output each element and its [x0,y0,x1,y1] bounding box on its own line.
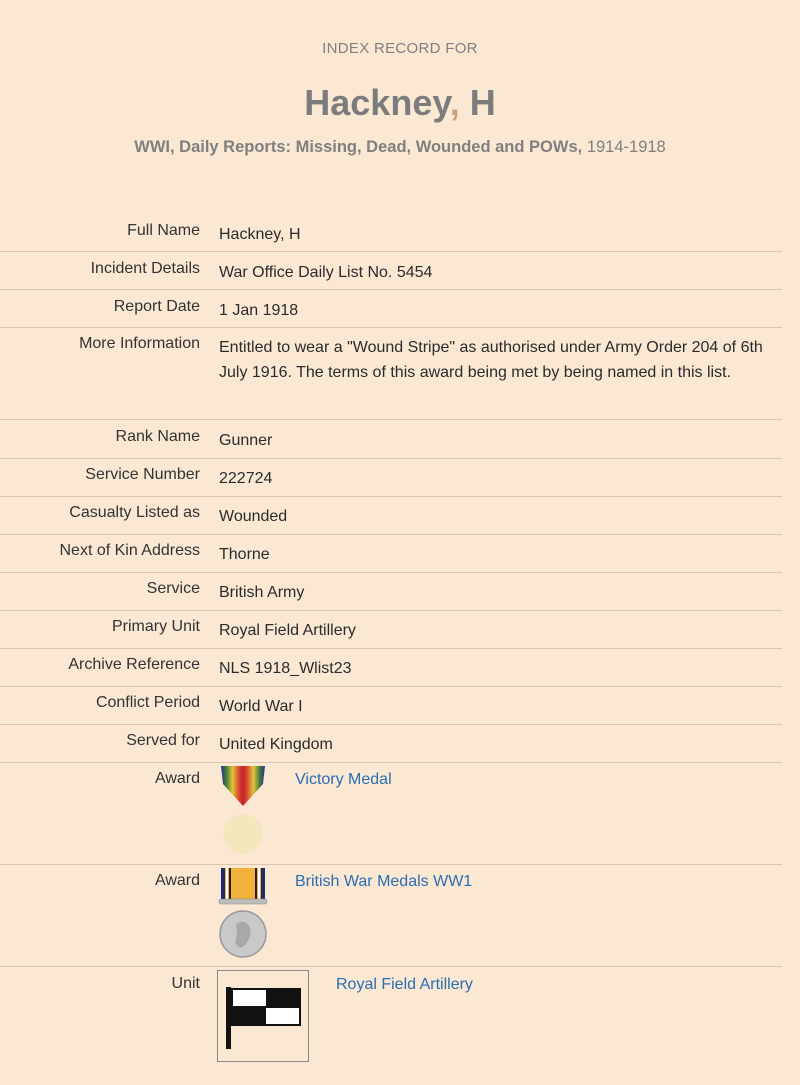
field-value: Thorne [219,546,270,563]
field-label: Incident Details [90,260,200,277]
divider [0,648,782,649]
divider [0,496,782,497]
unit-flag-icon-frame[interactable] [217,970,309,1062]
field-value: Hackney, H [219,226,301,243]
field-value: World War I [219,698,303,715]
unit-link[interactable]: Royal Field Artillery [336,976,473,993]
divider [0,864,782,865]
field-label: Award [154,770,200,787]
field-label: Conflict Period [95,694,200,711]
divider [0,966,782,967]
title-initial: H [469,82,496,123]
divider [0,724,782,725]
field-value: War Office Daily List No. 5454 [219,264,433,281]
collection-name: WWI, Daily Reports: Missing, Dead, Wounded and POWs, [134,138,583,156]
british-war-medal-icon[interactable] [218,866,268,962]
divider [0,762,782,763]
divider [0,686,782,687]
field-label: Unit [171,975,200,992]
title-comma: , [449,82,460,123]
collection-years: 1914-1918 [586,138,666,156]
title-surname: Hackney [304,82,450,123]
field-value: United Kingdom [219,736,333,753]
field-label: More Information [79,335,200,352]
field-value: NLS 1918_Wlist23 [219,660,352,677]
field-value: Royal Field Artillery [219,622,356,639]
field-value: Wounded [219,508,288,525]
divider [0,419,782,420]
field-label: Service Number [85,466,200,483]
field-label: Award [154,872,200,889]
field-label: Archive Reference [68,656,200,673]
divider [0,289,782,290]
divider [0,458,782,459]
british-war-medal-link[interactable]: British War Medals WW1 [295,873,473,890]
divider [0,327,782,328]
divider [0,251,782,252]
divider [0,534,782,535]
field-label: Report Date [113,298,200,315]
field-label: Full Name [127,222,200,239]
field-label: Rank Name [115,428,200,445]
field-value: 1 Jan 1918 [219,302,299,319]
record-title [0,82,800,124]
field-label: Casualty Listed as [69,504,200,521]
field-value: 222724 [219,470,273,487]
field-value: British Army [219,584,305,601]
field-label: Next of Kin Address [59,542,200,559]
field-label: Primary Unit [111,618,200,635]
field-label: Service [146,580,200,597]
field-value: Gunner [219,432,273,449]
field-label: Served for [126,732,200,749]
collection-title [0,138,800,157]
victory-medal-link[interactable]: Victory Medal [295,771,392,788]
record-kicker: INDEX RECORD FOR [322,40,478,57]
divider [0,572,782,573]
victory-medal-icon[interactable] [218,764,268,860]
unit-flag-icon [218,971,308,1061]
divider [0,610,782,611]
field-value: Entitled to wear a "Wound Stripe" as authorised under Army Order 204 of 6th July 1916. The terms of this award being met by being named in this list. [219,339,763,381]
